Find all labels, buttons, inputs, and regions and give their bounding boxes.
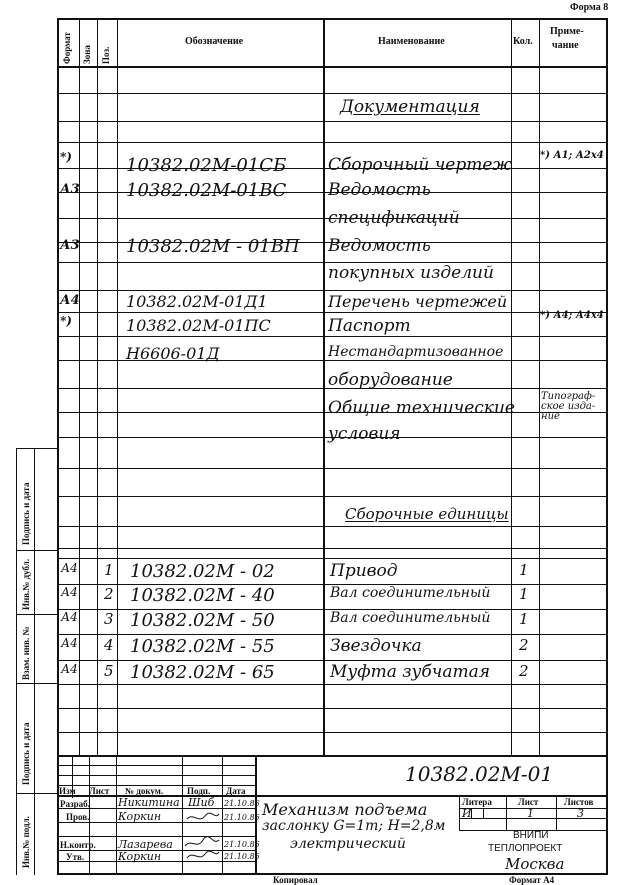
row-line [57, 558, 608, 559]
assembly-format: А4 [61, 636, 78, 650]
row-line [57, 548, 608, 549]
row-designation: 10382.02М-01Д1 [126, 292, 268, 311]
assembly-pos: 3 [104, 610, 114, 628]
assembly-qty: 1 [519, 585, 529, 603]
assembly-name: Муфта зубчатая [330, 662, 490, 682]
side-label-sig-date: Подпись и дата [21, 482, 31, 545]
row-line [57, 468, 608, 469]
row-line [57, 93, 608, 94]
tb-list: Лист [518, 797, 539, 807]
tb-prov-date: 21.10.86 [224, 813, 260, 822]
row-line [57, 708, 608, 709]
tb-col-docnum: № докум. [125, 786, 164, 796]
footer-format: Формат А4 [509, 875, 555, 885]
assembly-qty: 2 [519, 636, 529, 654]
row-format: А3 [60, 182, 80, 197]
row-note: *) А4; А4х4 [540, 310, 604, 321]
row-name: условия [328, 424, 401, 444]
tb-nkontr-date: 21.10.86 [224, 840, 260, 849]
assembly-qty: 1 [519, 610, 529, 628]
header-qty: Кол. [513, 36, 533, 47]
assembly-name: Привод [330, 561, 398, 581]
tb-title-line1: Механизм подъема [262, 800, 428, 819]
header-pos: Поз. [101, 46, 111, 64]
row-designation: 10382.02М - 01ВП [126, 236, 300, 257]
tb-razrab-name: Никитина [118, 796, 180, 809]
tb-listov: Листов [564, 797, 594, 807]
assembly-pos: 2 [104, 585, 114, 603]
assembly-format: А4 [61, 610, 78, 624]
row-line [57, 121, 608, 122]
assembly-designation: 10382.02М - 40 [130, 585, 275, 606]
tb-litera-val: И [462, 807, 472, 820]
tb-utv: Утв. [66, 852, 85, 862]
assembly-designation: 10382.02М - 50 [130, 610, 275, 631]
tb-list-val: 1 [527, 807, 534, 820]
row-name: Ведомость [328, 236, 431, 256]
tb-title-line2: заслонку G=1m; H=2,8м [262, 818, 446, 834]
footer-copied: Копировал [273, 875, 318, 885]
side-label-sig-date: Подпись и дата [21, 722, 31, 785]
tb-col-data: Дата [226, 786, 246, 796]
row-format: *) [60, 150, 72, 164]
tb-razrab-date: 21.10.86 [224, 799, 260, 808]
row-line [57, 142, 608, 143]
row-note: Типограф-ское изда-ние [541, 391, 596, 422]
row-name: Перечень чертежей [328, 292, 508, 311]
row-line [57, 634, 608, 635]
tb-utv-date: 21.10.86 [224, 852, 260, 861]
row-name: Ведомость [328, 180, 431, 200]
tb-col-podp: Подп. [187, 786, 211, 796]
side-label-vzam-inv: Взам. инв. № [21, 626, 31, 680]
row-line [57, 684, 608, 685]
row-format: А4 [60, 293, 80, 308]
tb-org1: ВНИПИ [513, 830, 549, 841]
row-line [57, 336, 608, 337]
tb-utv-name: Коркин [118, 850, 162, 863]
assembly-qty: 2 [519, 662, 529, 680]
assembly-qty: 1 [519, 561, 529, 579]
assembly-pos: 4 [104, 636, 114, 654]
tb-title-line3: электрический [290, 836, 406, 852]
row-format: *) [60, 314, 72, 328]
tb-col-list: Лист [89, 786, 110, 796]
tb-nkontr-name: Лазарева [118, 838, 173, 851]
header-note-2: чание [552, 40, 579, 51]
tb-doc-number: 10382.02М-01 [405, 762, 554, 786]
header-zone: Зона [82, 45, 92, 64]
row-designation: 10382.02М-01ВС [126, 180, 287, 201]
row-format: А3 [60, 238, 80, 253]
row-note: *) А1; А2х4 [540, 150, 604, 161]
assembly-pos: 1 [104, 561, 114, 579]
row-designation: 10382.02М-01СБ [126, 155, 287, 176]
tb-org3: Москва [505, 855, 565, 873]
tb-razrab: Разраб. [60, 799, 90, 809]
assembly-format: А4 [61, 561, 78, 575]
row-name: Паспорт [328, 316, 411, 336]
form-label: Форма 8 [570, 2, 609, 13]
row-name: Сборочный чертеж [328, 155, 512, 175]
assembly-name: Звездочка [330, 636, 422, 656]
assembly-name: Вал соединительный [330, 585, 491, 601]
tb-nkontr: Н.контр. [60, 840, 96, 850]
row-line [57, 290, 608, 291]
assembly-format: А4 [61, 585, 78, 599]
row-line [57, 496, 608, 497]
section-documentation: Документация [340, 97, 480, 117]
row-name: Общие технические [328, 398, 515, 418]
tb-col-izm: Изм [59, 786, 76, 796]
tb-prov: Пров. [66, 812, 90, 822]
row-line [57, 732, 608, 733]
tb-litera: Литера [462, 797, 492, 807]
assembly-designation: 10382.02М - 02 [130, 561, 275, 582]
header-note-1: Приме- [550, 26, 584, 37]
row-line [57, 660, 608, 661]
section-assemblies: Сборочные единицы [345, 505, 509, 523]
header-name: Наименование [378, 36, 445, 47]
row-name: оборудование [328, 370, 453, 390]
row-name: спецификаций [328, 208, 460, 228]
tb-prov-name: Коркин [118, 810, 162, 823]
assembly-designation: 10382.02М - 55 [130, 636, 275, 657]
row-line [57, 312, 608, 313]
assembly-name: Вал соединительный [330, 610, 491, 626]
row-designation: 10382.02М-01ПС [126, 316, 271, 335]
tb-org2: ТЕПЛОПРОЕКТ [488, 843, 563, 854]
assembly-pos: 5 [104, 662, 114, 680]
side-label-inv-dubl: Инв.№ дубл. [21, 558, 31, 610]
signatures-icon [183, 810, 222, 872]
row-designation: Н6606-01Д [126, 344, 220, 363]
row-name: покупных изделий [328, 263, 494, 283]
assembly-format: А4 [61, 662, 78, 676]
row-line [57, 526, 608, 527]
side-label-inv-podl: Инв.№ подл. [21, 816, 31, 868]
assembly-designation: 10382.02М - 65 [130, 662, 275, 683]
tb-razrab-sign: Шиб [188, 796, 215, 809]
row-name: Нестандартизованное [328, 344, 504, 360]
header-format: Формат [62, 32, 72, 64]
header-designation: Обозначение [185, 36, 244, 47]
tb-listov-val: 3 [577, 807, 584, 820]
